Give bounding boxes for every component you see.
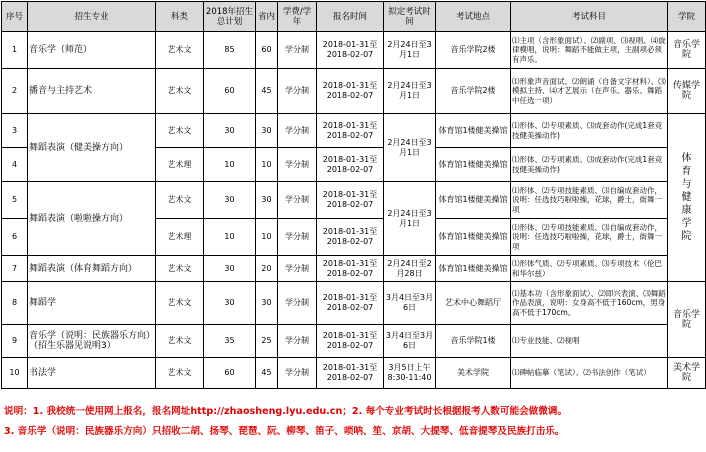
exam-place: 音乐学院2楼 bbox=[436, 32, 511, 69]
college-vertical-label: 体育与健康学院 bbox=[681, 153, 692, 242]
exam-place: 美术学院 bbox=[436, 358, 511, 389]
row-no: 5 bbox=[2, 182, 28, 219]
exam-subjects: ⑴专业技能、⑵视唱 bbox=[511, 325, 668, 358]
category: 艺术文 bbox=[156, 32, 204, 69]
table-row bbox=[2, 325, 706, 358]
in-province: 30 bbox=[256, 282, 278, 325]
college bbox=[668, 114, 706, 282]
in-province: 45 bbox=[256, 69, 278, 114]
in-province: 10 bbox=[256, 148, 278, 182]
category: 艺术文 bbox=[156, 256, 204, 282]
registration-time: 2018-01-31至2018-02-07 bbox=[317, 182, 384, 219]
tuition: 学分制 bbox=[278, 219, 317, 256]
exam-subjects: ⑴基本功（含形象面试）、⑵即兴表演、⑶舞蹈作品表演，说明：女身高不低于160cm，男身高不低于170cm。 bbox=[511, 282, 668, 325]
total-plan: 35 bbox=[204, 325, 256, 358]
category: 艺术理 bbox=[156, 148, 204, 182]
row-no: 7 bbox=[2, 256, 28, 282]
registration-time: 2018-01-31至2018-02-07 bbox=[317, 114, 384, 148]
in-province: 20 bbox=[256, 256, 278, 282]
total-plan: 10 bbox=[204, 219, 256, 256]
exam-place: 音乐学院1楼 bbox=[436, 325, 511, 358]
major-name: 播音与主持艺术 bbox=[28, 69, 156, 114]
exam-subjects: ⑴形体、⑵专项素质、⑶成套动作(完成1套竞技健美操动作) bbox=[511, 114, 668, 148]
header-registration-time: 报名时间 bbox=[317, 2, 384, 32]
category: 艺术理 bbox=[156, 219, 204, 256]
exam-place: 体育馆1楼健美操馆 bbox=[436, 148, 511, 182]
in-province: 30 bbox=[256, 114, 278, 148]
header-exam-time: 拟定考试时间 bbox=[384, 2, 436, 32]
row-no: 10 bbox=[2, 358, 28, 389]
in-province: 60 bbox=[256, 32, 278, 69]
admission-table bbox=[1, 1, 706, 389]
exam-time: 3月5日上午8:30-11:40 bbox=[384, 358, 436, 389]
in-province: 30 bbox=[256, 182, 278, 219]
major-name: 舞蹈表演（健美操方向） bbox=[28, 114, 156, 182]
table-row bbox=[2, 32, 706, 69]
total-plan: 85 bbox=[204, 32, 256, 69]
row-no: 6 bbox=[2, 219, 28, 256]
exam-time: 3月4日至3月6日 bbox=[384, 325, 436, 358]
header-exam-subjects: 考试科目 bbox=[511, 2, 668, 32]
total-plan: 30 bbox=[204, 114, 256, 148]
exam-place: 音乐学院2楼 bbox=[436, 69, 511, 114]
major-name: 音乐学（说明：民族器乐方向）（招生乐器见说明3） bbox=[28, 325, 156, 358]
header-major: 招生专业 bbox=[28, 2, 156, 32]
exam-subjects: ⑴主项（含形象面试）、⑵副项、⑶视唱、⑷旋律模唱，说明：舞蹈不能做主项，主副项必须有声乐。 bbox=[511, 32, 668, 69]
total-plan: 30 bbox=[204, 256, 256, 282]
tuition: 学分制 bbox=[278, 148, 317, 182]
registration-time: 2018-01-31至2018-02-07 bbox=[317, 69, 384, 114]
tuition: 学分制 bbox=[278, 325, 317, 358]
registration-time: 2018-01-31至2018-02-07 bbox=[317, 282, 384, 325]
exam-place: 艺术中心舞蹈厅 bbox=[436, 282, 511, 325]
exam-subjects: ⑴形象声音面试、⑵朗诵（自备文字材料）、⑶模拟主持、⑷才艺展示（在声乐、器乐、舞蹈中任选一项） bbox=[511, 69, 668, 114]
header-category: 科类 bbox=[156, 2, 204, 32]
header-in-province: 省内 bbox=[256, 2, 278, 32]
row-no: 9 bbox=[2, 325, 28, 358]
major-name: 舞蹈表演（体育舞蹈方向） bbox=[28, 256, 156, 282]
major-name: 音乐学（师范） bbox=[28, 32, 156, 69]
in-province: 45 bbox=[256, 358, 278, 389]
exam-place: 体育馆1楼健美操馆 bbox=[436, 114, 511, 148]
major-name: 舞蹈表演（啦啦操方向） bbox=[28, 182, 156, 256]
exam-time: 2月24日至3月1日 bbox=[384, 182, 436, 256]
tuition: 学分制 bbox=[278, 69, 317, 114]
header-college: 学院 bbox=[668, 2, 706, 32]
header-row bbox=[2, 2, 706, 32]
exam-subjects: ⑴形体、⑵专项素质、⑶成套动作(完成1套竞技健美操动作) bbox=[511, 148, 668, 182]
header-tuition: 学费/学年 bbox=[278, 2, 317, 32]
in-province: 25 bbox=[256, 325, 278, 358]
college: 传媒学院 bbox=[668, 69, 706, 114]
row-no: 4 bbox=[2, 148, 28, 182]
exam-subjects: ⑴碑帖临摹（笔试）、⑵书法创作（笔试） bbox=[511, 358, 668, 389]
college: 音乐学院 bbox=[668, 32, 706, 69]
header-no: 序号 bbox=[2, 2, 28, 32]
row-no: 2 bbox=[2, 69, 28, 114]
category: 艺术文 bbox=[156, 282, 204, 325]
category: 艺术文 bbox=[156, 358, 204, 389]
registration-time: 2018-01-31至2018-02-07 bbox=[317, 358, 384, 389]
in-province: 10 bbox=[256, 219, 278, 256]
registration-time: 2018-01-31至2018-02-07 bbox=[317, 256, 384, 282]
registration-time: 2018-01-31至2018-02-07 bbox=[317, 32, 384, 69]
row-no: 3 bbox=[2, 114, 28, 148]
note-line-1: 说明：1. 我校统一使用网上报名，报名网址http://zhaosheng.lyu.edu.cn；2. 每个专业考试时长根据报考人数可能会做微调。 bbox=[4, 406, 568, 417]
notes-section bbox=[4, 402, 704, 442]
total-plan: 30 bbox=[204, 182, 256, 219]
tuition: 学分制 bbox=[278, 114, 317, 148]
exam-time: 2月24日至3月1日 bbox=[384, 69, 436, 114]
exam-place: 体育馆1楼健美操馆 bbox=[436, 219, 511, 256]
exam-subjects: ⑴形体、⑵专项技能素质、⑶自编成套动作，说明：任选技巧啦啦操，花球，爵士，街舞一项 bbox=[511, 219, 668, 256]
category: 艺术文 bbox=[156, 69, 204, 114]
college: 音乐学院 bbox=[668, 282, 706, 358]
total-plan: 30 bbox=[204, 282, 256, 325]
registration-time: 2018-01-31至2018-02-07 bbox=[317, 148, 384, 182]
exam-time: 3月4日至3月6日 bbox=[384, 282, 436, 325]
exam-subjects: ⑴形体、⑵专项技能素质、⑶自编成套动作，说明：任选技巧啦啦操，花球，爵士，街舞一项 bbox=[511, 182, 668, 219]
note-line-2: 3. 音乐学（说明：民族器乐方向）只招收二胡、扬琴、琵琶、阮、柳琴、笛子、唢呐、笙、京胡、大提琴、低音提琴及民族打击乐。 bbox=[4, 426, 565, 437]
table-row bbox=[2, 256, 706, 282]
major-name: 舞蹈学 bbox=[28, 282, 156, 325]
category: 艺术文 bbox=[156, 114, 204, 148]
tuition: 学分制 bbox=[278, 32, 317, 69]
category: 艺术文 bbox=[156, 325, 204, 358]
table-row bbox=[2, 282, 706, 325]
exam-time: 2月24日至2月28日 bbox=[384, 256, 436, 282]
table-row bbox=[2, 69, 706, 114]
exam-time: 2月24日至3月1日 bbox=[384, 32, 436, 69]
exam-time: 2月24日至3月1日 bbox=[384, 114, 436, 182]
table-row bbox=[2, 358, 706, 389]
registration-time: 2018-01-31至2018-02-07 bbox=[317, 325, 384, 358]
tuition: 学分制 bbox=[278, 256, 317, 282]
college: 美术学院 bbox=[668, 358, 706, 389]
header-exam-place: 考试地点 bbox=[436, 2, 511, 32]
tuition: 学分制 bbox=[278, 282, 317, 325]
table-row bbox=[2, 114, 706, 148]
header-total-plan: 2018年招生总计划 bbox=[204, 2, 256, 32]
major-name: 书法学 bbox=[28, 358, 156, 389]
row-no: 1 bbox=[2, 32, 28, 69]
tuition: 学分制 bbox=[278, 358, 317, 389]
total-plan: 60 bbox=[204, 358, 256, 389]
exam-place: 体育馆1楼健美操馆 bbox=[436, 256, 511, 282]
exam-place: 体育馆1楼健美操馆 bbox=[436, 182, 511, 219]
tuition: 学分制 bbox=[278, 182, 317, 219]
registration-time: 2018-01-31至2018-02-07 bbox=[317, 219, 384, 256]
exam-subjects: ⑴形体气质、⑵专项素质、⑶专项技术（伦巴和华尔兹） bbox=[511, 256, 668, 282]
row-no: 8 bbox=[2, 282, 28, 325]
category: 艺术文 bbox=[156, 182, 204, 219]
total-plan: 60 bbox=[204, 69, 256, 114]
table-row bbox=[2, 182, 706, 219]
total-plan: 10 bbox=[204, 148, 256, 182]
